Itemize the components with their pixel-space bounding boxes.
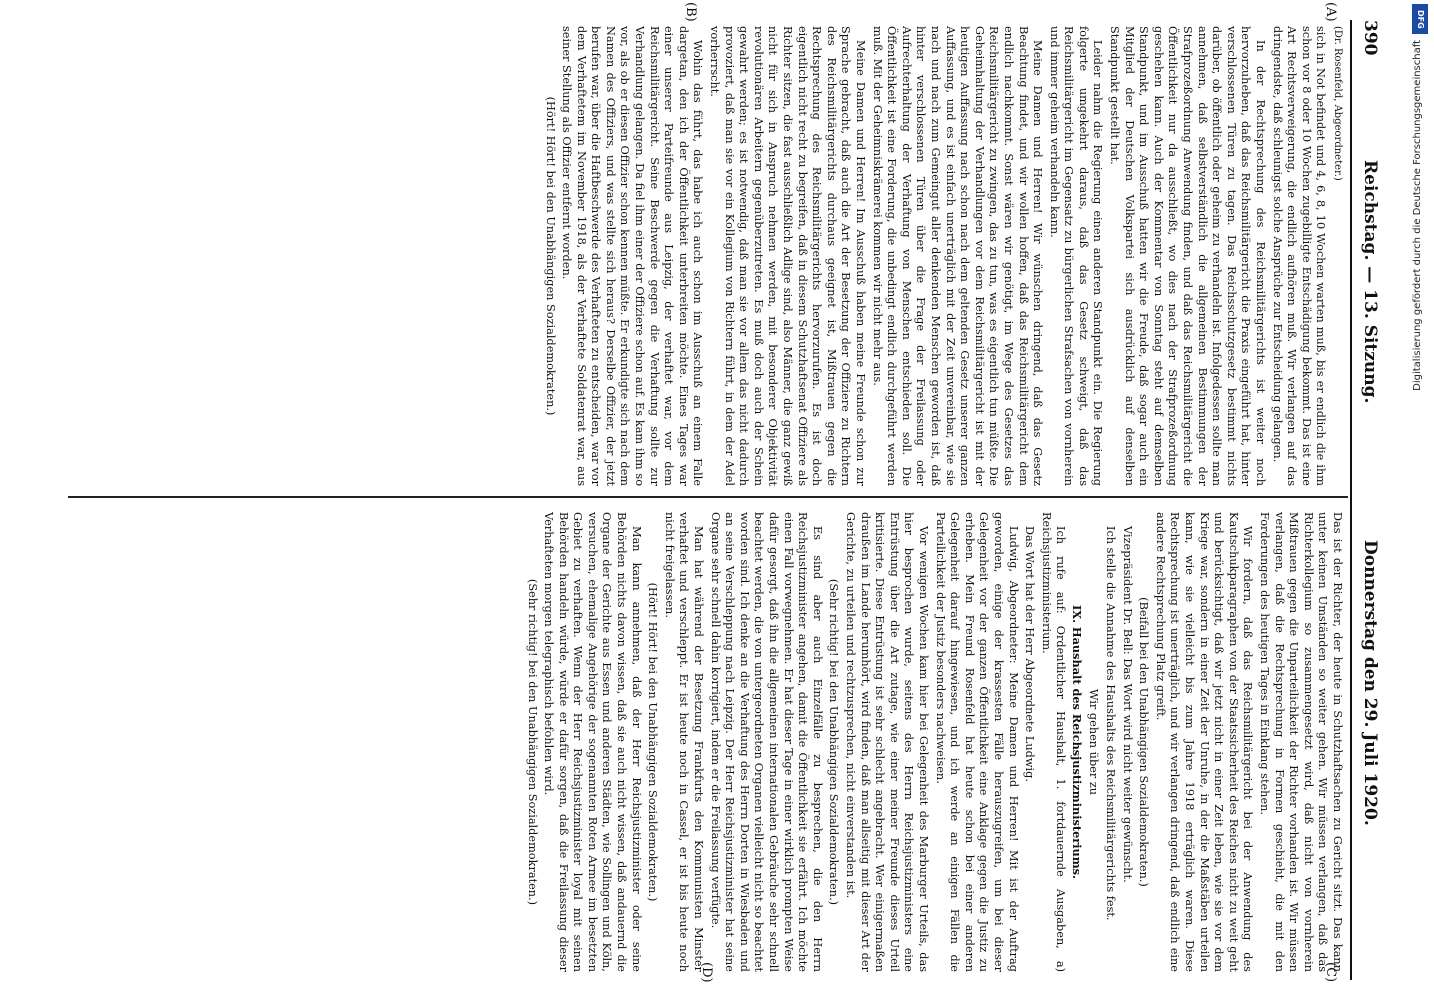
page-header: [1350, 20, 1382, 980]
header-right-title: Donnerstag den 29. Juli 1920.: [1360, 540, 1380, 826]
paragraph: Wir gehen über zu: [1087, 688, 1101, 796]
margin-mark-d: (D): [699, 962, 714, 983]
paragraph: Vizepräsident Dr. Bell: Das Wort wird nicht weiter gewünscht.: [1120, 526, 1134, 883]
paragraph: Leider nahm die Regierung einen anderen Standpunkt ein. Die Regierung folgerte umgekehrt daraus, daß das Gesetz schweigt, daß das Reichsmilitärgericht im Gegensatz zu bürgerlichen Strafsachen von vornherein und immer geheim verhandeln kann.: [1047, 26, 1105, 486]
header-left-title: Reichstag. — 13. Sitzung.: [1360, 160, 1380, 404]
paragraph: Das ist der Richter, der heute in Schutzhaftsachen zu Gericht sitzt. Das kann unter keinen Umständen so weiter gehen. Wir müssen verlangen, daß das Richterkollegium so zusammengesetzt wird, daß nicht von vornherein Mißtrauen gegen die Unparteilichkeit der Richter vorhanden ist. Wir müssen verlangen, daß die Rechtsprechung in Formen geschieht, die mit den Forderungen des heutigen Tages in Einklang stehen.: [1258, 512, 1344, 972]
margin-mark-a: (A): [1323, 2, 1338, 22]
paragraph: Ludwig, Abgeordneter: Meine Damen und Herren! Mit ist der Auftrag geworden, einige der krassesten Fälle herauszugreifen, um bei dieser Gelegenheit vor der ganzen Öffentlichkeit eine Anklage gegen die Justiz zu erheben. Mein Freund Rosenfeld hat heute schon bei einer anderen Gelegenheit darauf hingewiesen, und ich werde an einigen Fällen die Parteilichkeit der Justiz besonders nachweisen.: [933, 512, 1020, 972]
paragraph: Wir fordern, daß das Reichsmilitärgericht bei der Anwendung des Kautschukparagraphen von der Staatssicherheit des Reiches nicht zu weit geht und berücksichtigt, daß wir jetzt nicht in einer Zeit leben, wie sie vor dem Kriege war, sondern in einer Zeit der Unruhe, in der die Maßstäben urteilen kann, wie sie vielleicht bis zum Jahre 1918 erträglich waren. Diese Rechtsprechung ist unerträglich, und wir verlangen dringend, daß endlich eine andere Rechtsprechung Platz greift.: [1153, 512, 1255, 972]
margin-mark-b: (B): [683, 2, 698, 22]
paragraph: Vor wenigen Wochen kam hier bei Gelegenheit des Marburger Urteils, das hier besprochen wurde, seitens des Herrn Reichsjustizministers eine Entrüstung über die Art zutage, wie einer meiner Freunde dieses Urteil kritisierte. Diese Entrüstung ist sehr schlecht angebracht. Wer einigermaßen draußen im Lande herumhört, wird finden, daß man allseitig mit dieser Art der Gerichte, zu urteilen und rechtzusprechen, nicht einverstanden ist.: [844, 512, 930, 972]
paragraph: sich in Not befindet und 4, 6, 8, 10 Wochen warten muß, bis er endlich die ihm schon vor 8 oder 10 Wochen zugebilligte Entschädigung bekommt. Das ist eine Art Rechtsverweigerung, die endlich aufhören muß. Wir verlangen auf das dringendste, daß schleunigst solche Ansprüche zur Entscheidung gelangen.: [1270, 26, 1328, 486]
paragraph: Ich stelle die Annahme des Haushalts des Reichsmilitärgerichts fest.: [1104, 526, 1118, 921]
dfg-logo: DFG: [1412, 4, 1428, 34]
paragraph: Es sind aber auch Einzelfälle zu besprechen, die den Herrn Reichsjustizminister angehen, damit die Öffentlichkeit sie erfährt. Ich möchte einen Fall vorwegnehmen. Er hat dieser Tage in einer wirklich prompten Weise dafür gesorgt, daß ihn die allgemeinen internationalen Gebräuche sehr schnell beachtet werden, die von untergeordneten Organen vielleicht nicht so beachtet worden sind. Ich denke an die Verhaftung des Herrn Dorten in Wiesbaden und an seine Verschleppung nach Leipzig. Der Herr Reichsjustizminister hat seine Organe sehr schnell dahin korrigiert, indem er die Freilassung verfügte.: [708, 512, 824, 972]
interjection: (Sehr richtig! bei den Unabhängigen Sozialdemokraten.): [525, 578, 539, 906]
paragraph: Man kann annehmen, daß der Herr Reichsjustizminister oder seine Behörden nichts davon wissen, daß sie auch nicht wissen, daß andauernd die Organe der Gerichte aus Essen und anderen Städten, wie Sollingen und Köln, versuchen, ehemalige Angehörige der sogenannten Roten Armee im besetzten Gebiet zu verhaften. Wenn der Herr Reichsjustizminister loyal mit seinen Behörden handeln würde, würde er dafür sorgen, daß die Freilassung dieser Verhafteten morgen telegraphisch befohlen wird.: [542, 512, 643, 972]
interjection: (Hört! Hört! bei den Unabhängigen Sozialdemokraten.): [646, 582, 660, 902]
right-column: [44, 512, 1344, 972]
paragraph: Das Wort hat der Herr Abgeordnete Ludwig.: [1023, 526, 1037, 782]
column-divider: [68, 496, 1348, 498]
paragraph: Meine Damen und Herren! Im Ausschuß haben meine Freunde schon zur Sprache gebracht, daß auch die Art der Besetzung der Offiziere zu Richtern des Reichsmilitärgerichts durchaus geeignet ist, Mißtrauen gegen die Rechtsprechung des Reichsmilitärgerichts hervorzurufen. Es ist doch eigentlich nicht recht zu begreifen, daß in diesem Schutzhaftsenat Offiziere als Richter sitzen, die fast ausschließlich Adlige sind, also Männer, die ganz gewiß nicht für sich in Anspruch nehmen werden, mit besonderer Objektivität revolutionären Arbeitern gegenüberzutreten. Es muß doch auch der Schein gewahrt werden; es ist notwendig, daß man sie vor allem das nicht dadurch provoziert, daß man sie vor ein Kollegium von Richtern führt, in dem der Adel vorherrscht.: [708, 26, 867, 486]
page-number: 390: [1360, 20, 1380, 56]
interjection: (Hört! Hört! bei den Unabhängigen Sozialdemokraten.): [543, 96, 557, 416]
margin-mark-c: (C): [1323, 962, 1338, 983]
paragraph: In der Rechtsprechung des Reichsmilitärgerichts ist weiter noch hervorzuheben, daß das Reichsmilitärgericht die Praxis eingeführt hat, hinter verschlossenen Türen zu tagen. Das Reichsschutzgesetz bestimmt nichts darüber, ob öffentlich oder geheim zu verhandeln ist. Infolgedessen sollte man annehmen, daß selbstverständlich die allgemeinen Bestimmungen der Strafprozeßordnung Anwendung finden, und daß das Reichsmilitärgericht die Öffentlichkeit nur da ausschließt, wo dies nach der Strafprozeßordnung geschehen kann. Auch der Kommentar von Sonntag steht auf demselben Standpunkt, und im Ausschuß hatten wir die Freude, daß sogar auch ein Mitglied der Deutschen Volkspartei sich ausdrücklich auf denselben Standpunkt gestellt hat.: [1108, 26, 1268, 486]
left-column: [44, 26, 1344, 486]
interjection: (Beifall bei den Unabhängigen Sozialdemokraten.): [1137, 597, 1151, 887]
paragraph: Ich rufe auf: Ordentlicher Haushalt, 1. fortdauernde Ausgaben, a) Reichsjustizministerium.: [1039, 512, 1068, 972]
paragraph: Meine Damen und Herren! Wir wünschen dringend, daß das Gesetz Beachtung findet, und wir wollen hoffen, daß das Reichsmilitärgericht dem endlich nachkommt. Sonst wären wir genötigt, im Wege des Gesetzes das Reichsmilitärgericht zu zwingen, das zu tun, was es eigentlich tun müßte. Die Geheimhaltung der Verhandlungen vor dem Reichsmilitärgericht ist mit der heutigen Auffassung nach schon nach dem geltenden Gesetz unserer ganzen Auffassung, und es ist einfach unerträglich mit der Zeit unvereinbar, wie sie nach und nach zum Gemeingut aller denkenden Menschen geworden ist, daß hinter verschlossenen Türen über die Frage der Freilassung oder Aufrechterhaltung der Verhaftung von Menschen entschieden soll. Die Öffentlichkeit ist eine Forderung, die unbedingt endlich durchgeführt werden muß. Mit der Geheimniskrämerei kommen wir nicht mehr aus.: [870, 26, 1045, 486]
interjection: (Sehr richtig! bei den Unabhängigen Sozialdemokraten.): [827, 578, 841, 906]
section-heading: IX. Haushalt des Reichsjustizministeriums.: [1069, 605, 1084, 879]
speaker-note: (Dr. Rosenfeld, Abgeordneter.): [1332, 26, 1343, 181]
digitization-credit: Digitalisierung gefördert durch die Deutsche Forschungsgemeinschaft: [1412, 40, 1423, 391]
paragraph: Wohin das führt, das habe ich auch schon im Ausschuß an einem Falle dargetan, den ich der Öffentlichkeit unterbreiten möchte. Eines Tages war einer unserer Parteifreunde aus Leipzig, der verhaftet war, vor dem Reichsmilitärgericht. Seine Beschwerde gegen die Verhaftung sollte zur Verhandlung gelangen. Da fiel ihm einer der Offiziere schon auf. Es kam ihm so vor, als ob er diesen Offizier schon kennen müßte. Er erkundigte sich nach dem Namen des Offiziers, und was stellte sich heraus? Derselbe Offizier, der jetzt berufen war, über die Haftbeschwerde des Verhafteten zu entscheiden, war vor dem Verhaftetem im November 1918, als der Verhaftete Soldatenrat war, aus seiner Stellung als Offizier entfernt worden.: [560, 26, 705, 486]
paragraph: Man hat während der Besetzung Frankfurts den Kommunisten Minster verhaftet und verschleppt. Er ist heute noch in Cassel, er ist bis heute noch nicht freigelassen.: [662, 512, 706, 972]
dfg-credit-strip: [1408, 0, 1434, 1000]
